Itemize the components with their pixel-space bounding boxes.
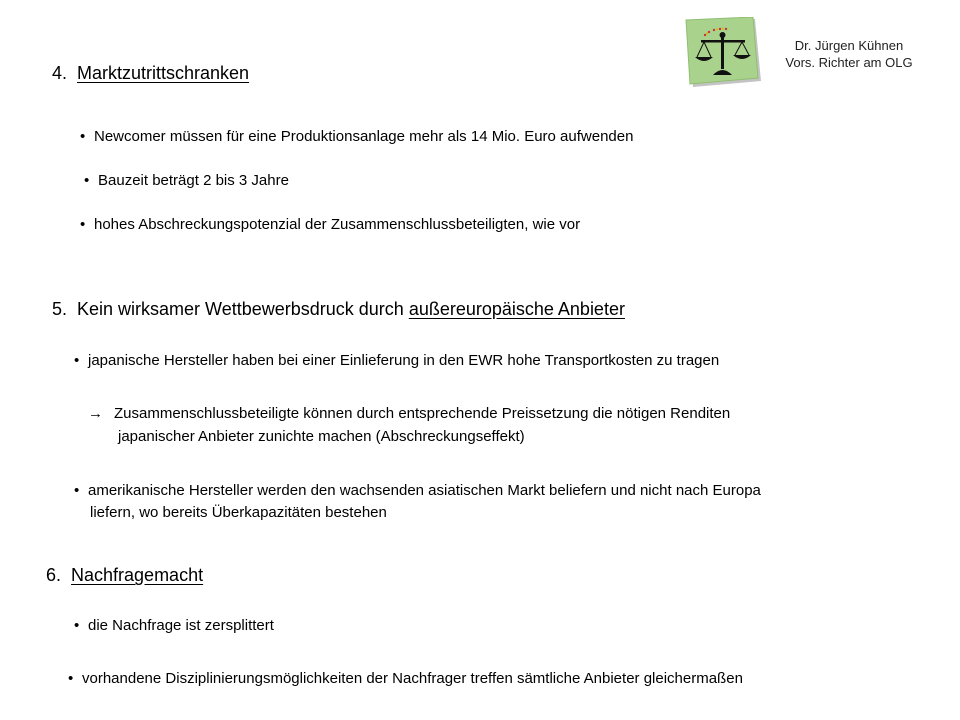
arrow-note-continuation: japanischer Anbieter zunichte machen (Abschreckungseffekt) bbox=[118, 428, 525, 445]
section-4-heading bbox=[52, 63, 249, 84]
scales-of-justice-icon bbox=[683, 17, 765, 89]
bullet-icon: • bbox=[68, 670, 74, 687]
section-title-plain: Kein wirksamer Wettbewerbsdruck durch bbox=[77, 299, 409, 319]
list-item: • Bauzeit beträgt 2 bis 3 Jahre bbox=[84, 172, 289, 189]
author-name: Dr. Jürgen Kühnen bbox=[794, 38, 904, 53]
section-number: 6. bbox=[46, 565, 62, 585]
section-title: Nachfragemacht bbox=[71, 565, 204, 585]
section-number: 5. bbox=[52, 299, 68, 319]
bullet-icon: • bbox=[74, 352, 80, 369]
list-item: • Newcomer müssen für eine Produktionsanlage mehr als 14 Mio. Euro aufwenden bbox=[80, 128, 634, 145]
list-item: • vorhandene Disziplinierungsmöglichkeiten der Nachfrager treffen sämtliche Anbieter gleichermaßen bbox=[68, 670, 743, 687]
bullet-icon: • bbox=[84, 172, 90, 189]
bullet-icon: • bbox=[80, 128, 86, 145]
bullet-icon: • bbox=[74, 482, 80, 499]
bullet-icon: • bbox=[74, 617, 80, 634]
list-item: • amerikanische Hersteller werden den wachsenden asiatischen Markt beliefern und nicht nach Europa bbox=[74, 482, 761, 499]
list-item-continuation: liefern, wo bereits Überkapazitäten bestehen bbox=[90, 504, 387, 521]
arrow-note: → Zusammenschlussbeteiligte können durch entsprechende Preissetzung die nötigen Renditen bbox=[88, 405, 731, 422]
arrow-right-icon: → bbox=[88, 405, 103, 422]
section-5-heading bbox=[52, 299, 625, 320]
list-item: • hohes Abschreckungspotenzial der Zusammenschlussbeteiligten, wie vor bbox=[80, 216, 581, 233]
section-6-heading bbox=[46, 565, 203, 586]
list-item: • die Nachfrage ist zersplittert bbox=[74, 617, 274, 634]
section-title: Marktzutrittschranken bbox=[77, 63, 250, 83]
section-number: 4. bbox=[52, 63, 68, 83]
author-block bbox=[765, 37, 933, 71]
author-title: Vors. Richter am OLG bbox=[785, 55, 913, 70]
section-title-underlined: außereuropäische Anbieter bbox=[408, 299, 625, 319]
bullet-icon: • bbox=[80, 216, 86, 233]
list-item: • japanische Hersteller haben bei einer Einlieferung in den EWR hohe Transportkosten zu tragen bbox=[74, 352, 720, 369]
